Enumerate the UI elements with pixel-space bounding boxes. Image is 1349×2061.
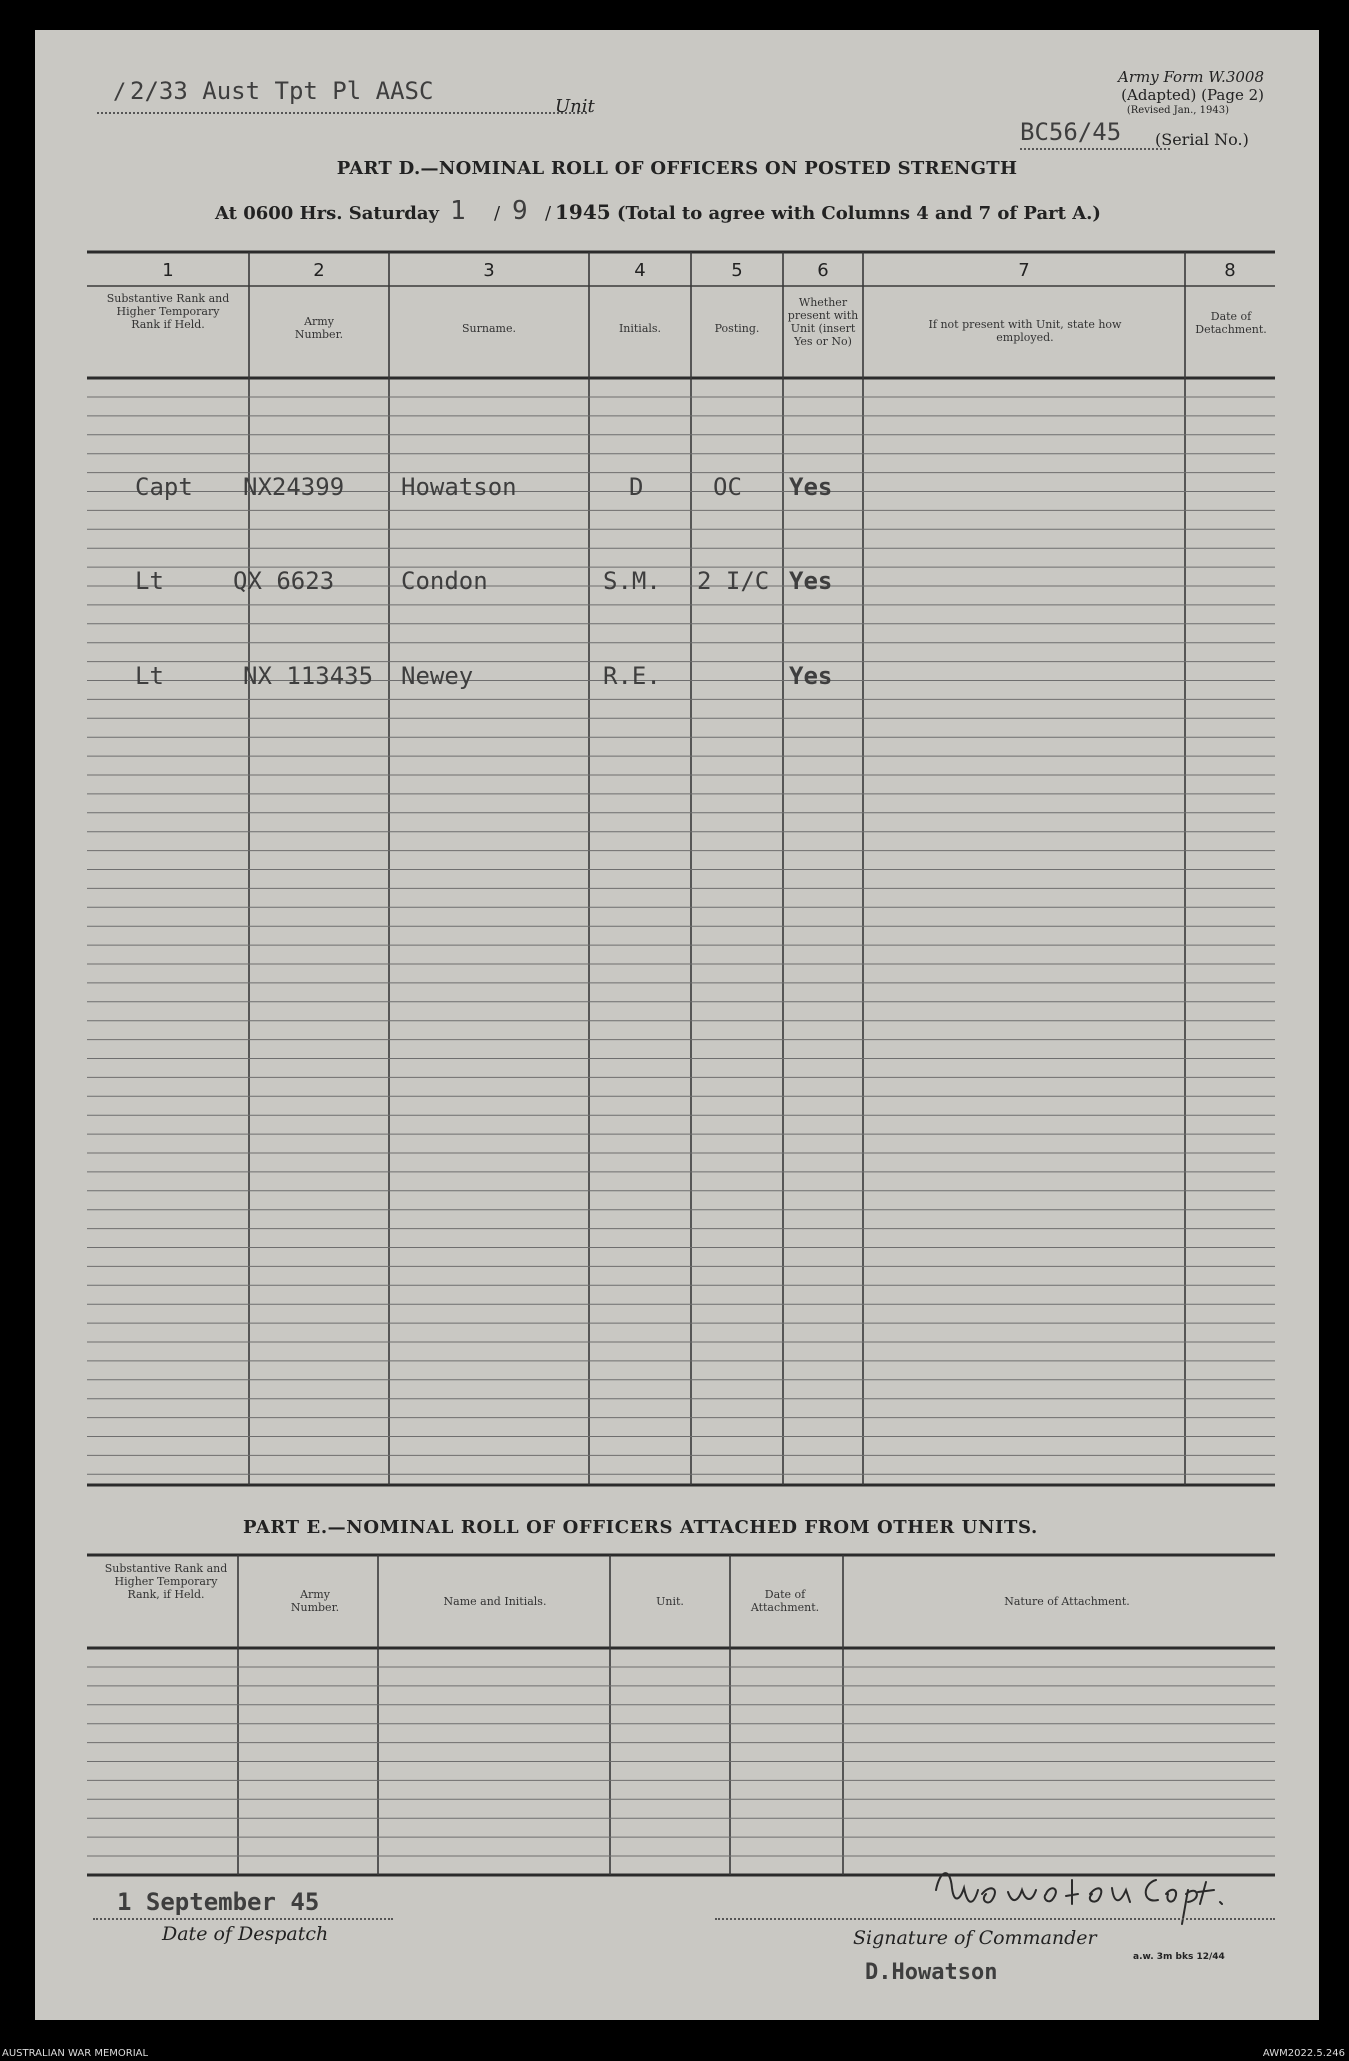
- form-adapted: (Adapted) (Page 2): [1121, 86, 1264, 104]
- row-2-rank: Lt: [135, 567, 164, 595]
- row-1-rank: Capt: [135, 473, 193, 501]
- row-1-number: NX24399: [243, 473, 345, 501]
- e-col-2-header: Army Number.: [290, 1588, 340, 1614]
- col-3-number: 3: [483, 260, 495, 281]
- row-3-rank: Lt: [135, 662, 164, 690]
- unit-label: Unit: [555, 96, 595, 117]
- archive-left: AUSTRALIAN WAR MEMORIAL: [2, 2048, 149, 2059]
- col-8-number: 8: [1224, 260, 1236, 281]
- despatch-dotted-line: [93, 1918, 393, 1920]
- col-2-header: Army Number.: [294, 315, 344, 341]
- row-2-posting: 2 I/C: [697, 567, 770, 595]
- col-4-number: 4: [634, 260, 646, 281]
- col-6-header: Whether present with Unit (insert Yes or No): [787, 296, 859, 348]
- row-3-number: NX 113435: [243, 662, 374, 690]
- commander-signature: [930, 1860, 1250, 1934]
- form-number: Army Form W.3008: [1118, 68, 1264, 86]
- col-2-number: 2: [313, 260, 325, 281]
- e-col-6-header: Nature of Attachment.: [1004, 1595, 1130, 1608]
- date-day: 1: [450, 196, 466, 226]
- row-3-present: Yes: [789, 662, 833, 690]
- archive-right: AWM2022.5.246: [1262, 2048, 1345, 2059]
- date-month: 9: [512, 196, 528, 226]
- unit-value: 2/33 Aust Tpt Pl AASC: [130, 77, 434, 105]
- row-2-surname: Condon: [401, 567, 488, 595]
- row-3-initials: R.E.: [603, 662, 661, 690]
- serial-label: (Serial No.): [1155, 130, 1249, 149]
- row-2-initials: S.M.: [603, 567, 661, 595]
- date-suffix: (Total to agree with Columns 4 and 7 of Part A.): [617, 203, 1101, 224]
- row-1-present: Yes: [789, 473, 833, 501]
- row-1-surname: Howatson: [401, 473, 517, 501]
- row-2-number: QX 6623: [233, 567, 335, 595]
- date-prefix: At 0600 Hrs. Saturday: [215, 203, 440, 224]
- e-col-5-header: Date of Attachment.: [750, 1588, 820, 1614]
- signature-dotted-line: [715, 1918, 1275, 1920]
- col-1-header: Substantive Rank and Higher Temporary Rank if Held.: [106, 292, 230, 331]
- part-e-title: PART E.—NOMINAL ROLL OF OFFICERS ATTACHED FROM OTHER UNITS.: [243, 1517, 1038, 1538]
- serial-value: BC56/45: [1020, 118, 1122, 146]
- col-7-number: 7: [1018, 260, 1030, 281]
- row-1-posting: OC: [713, 473, 742, 501]
- part-d-title: PART D.—NOMINAL ROLL OF OFFICERS ON POSTED STRENGTH: [336, 158, 1018, 179]
- col-4-header: Initials.: [618, 322, 662, 335]
- col-5-number: 5: [731, 260, 743, 281]
- e-col-4-header: Unit.: [656, 1595, 684, 1608]
- despatch-date: 1 September 45: [117, 1888, 320, 1916]
- despatch-label: Date of Despatch: [162, 1923, 329, 1945]
- form-page: [35, 30, 1319, 2020]
- e-col-1-header: Substantive Rank and Higher Temporary Rank, if Held.: [104, 1562, 228, 1601]
- col-5-header: Posting.: [714, 322, 760, 335]
- date-year: 1945: [555, 200, 611, 224]
- date-sep-2: /: [545, 203, 552, 224]
- col-7-header: If not present with Unit, state how employed.: [928, 318, 1122, 344]
- unit-number-prefix: /: [113, 80, 127, 105]
- date-sep-1: /: [494, 203, 501, 224]
- col-3-header: Surname.: [462, 322, 516, 335]
- row-3-surname: Newey: [401, 662, 474, 690]
- col-6-number: 6: [817, 260, 829, 281]
- e-col-3-header: Name and Initials.: [443, 1595, 547, 1608]
- row-2-present: Yes: [789, 567, 833, 595]
- row-1-initials: D: [629, 473, 644, 501]
- col-8-header: Date of Detachment.: [1195, 310, 1267, 336]
- print-code: a.w. 3m bks 12/44: [1133, 1952, 1225, 1962]
- commander-name: D.Howatson: [865, 1960, 998, 1985]
- form-revised: (Revised Jan., 1943): [1126, 105, 1229, 116]
- signature-label: Signature of Commander: [853, 1927, 1097, 1949]
- col-1-number: 1: [162, 260, 174, 281]
